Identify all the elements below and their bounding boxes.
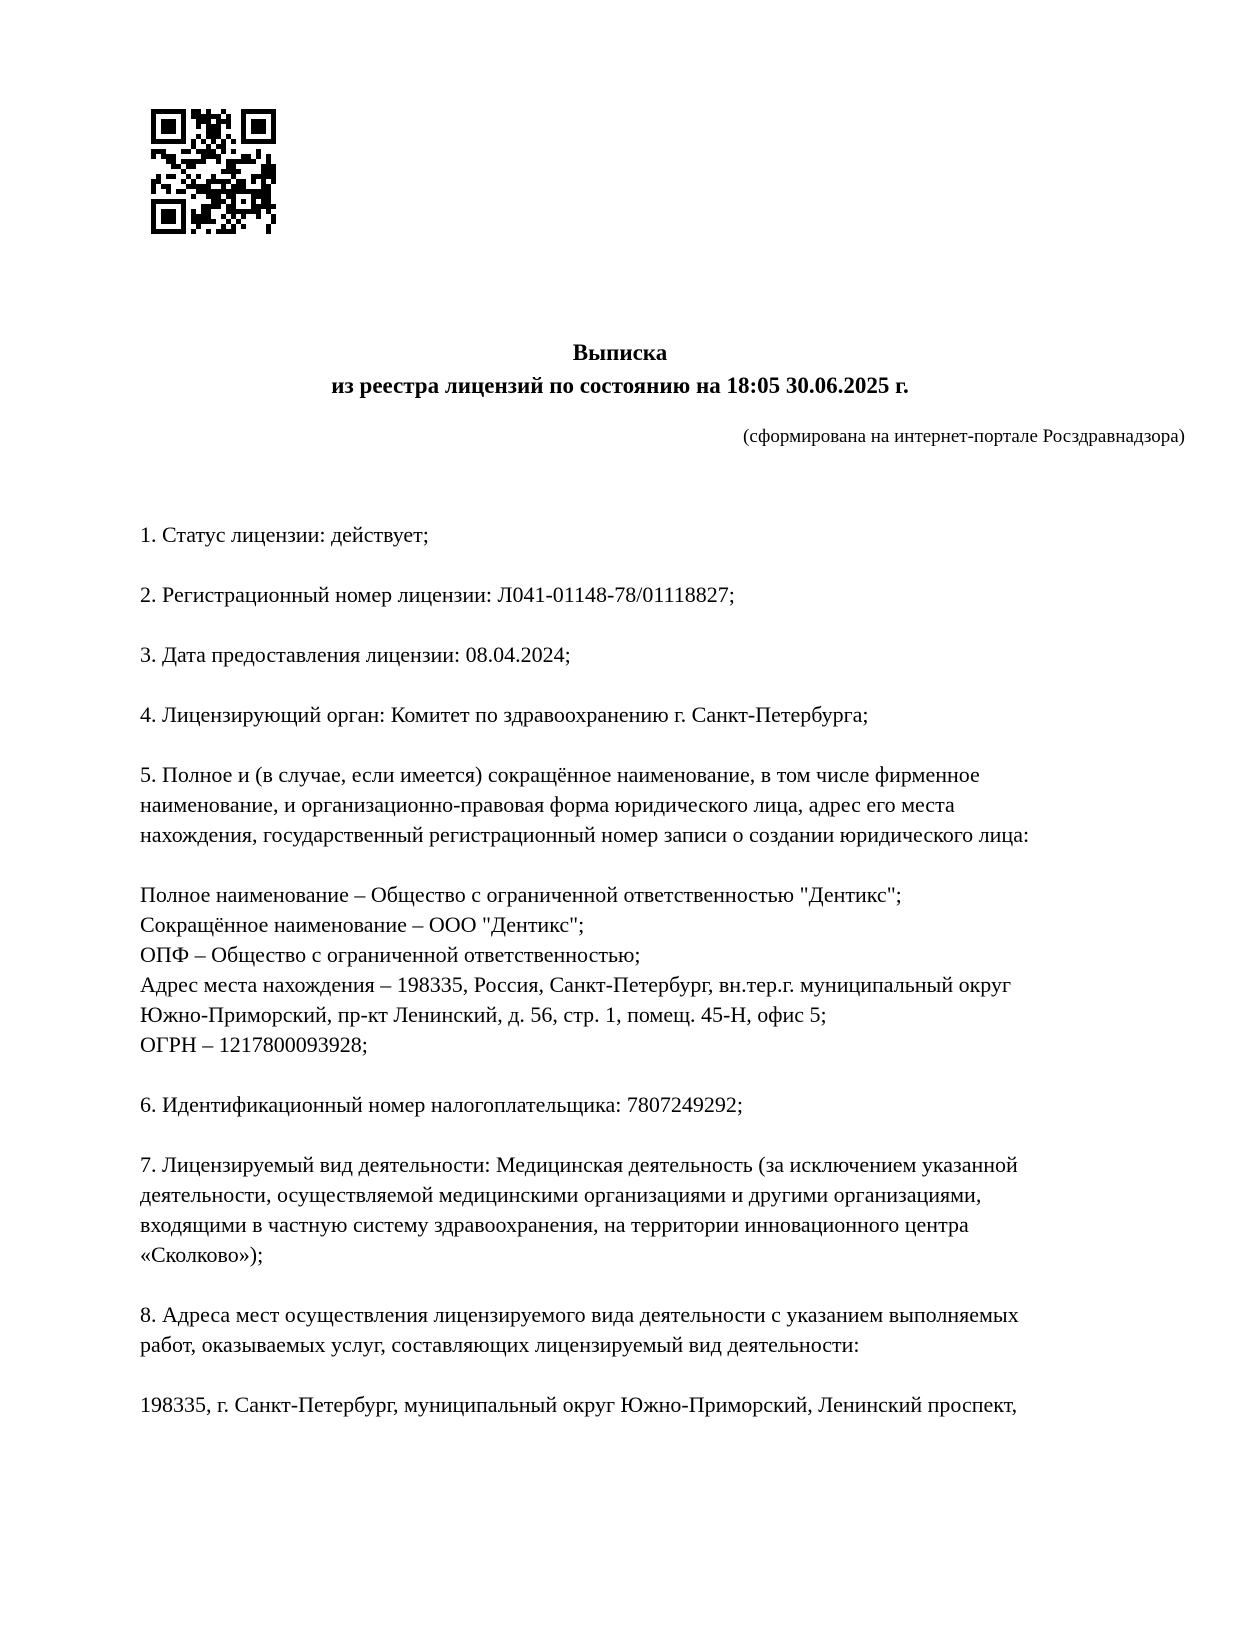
title-line-1: Выписка [572,340,668,365]
text-line: Адрес места нахождения – 198335, Россия, Санкт-Петербург, вн.тер.г. муниципальный округ [140,972,1012,997]
paragraph-taxpayer-number [140,1090,1200,1120]
qr-code-image [151,109,276,234]
text-line: «Сколково»); [140,1242,264,1267]
paragraph-licensing-authority [140,700,1200,730]
text-line: 3. Дата предоставления лицензии: 08.04.2024; [140,642,571,667]
document-subtitle: (сформирована на интернет-портале Росздравнадзора) [743,426,1185,447]
text-line: нахождения, государственный регистрационный номер записи о создании юридического лица: [140,822,1030,847]
title-line-2: из реестра лицензий по состоянию на 18:05 30.06.2025 г. [331,373,909,398]
paragraph-registration-number [140,580,1200,610]
text-line: ОПФ – Общество с ограниченной ответственностью; [140,942,641,967]
paragraph-activity-address [140,1390,1200,1420]
paragraph-grant-date [140,640,1200,670]
text-line: деятельности, осуществляемой медицинскими организациями и другими организациями, [140,1182,982,1207]
text-line: наименование, и организационно-правовая форма юридического лица, адрес его места [140,792,955,817]
text-line: ОГРН – 1217800093928; [140,1032,368,1057]
paragraph-activity-addresses-heading [140,1300,1200,1360]
text-line: входящими в частную систему здравоохранения, на территории инновационного центра [140,1212,969,1237]
text-line: 7. Лицензируемый вид деятельности: Медицинская деятельность (за исключением указанной [140,1152,1018,1177]
text-line: 4. Лицензирующий орган: Комитет по здравоохранению г. Санкт-Петербурга; [140,702,869,727]
text-line: Сокращённое наименование – ООО "Дентикс"; [140,912,585,937]
paragraph-name-details [140,880,1200,1060]
paragraph-name-clause [140,760,1200,850]
paragraph-licensed-activity [140,1150,1200,1270]
text-line: 8. Адреса мест осуществления лицензируемого вида деятельности с указанием выполняемых [140,1302,1019,1327]
text-line: Полное наименование – Общество с ограниченной ответственностью "Дентикс"; [140,882,902,907]
document-title [0,336,1240,402]
text-line: 5. Полное и (в случае, если имеется) сокращённое наименование, в том числе фирменное [140,762,980,787]
document-body [140,520,1200,1450]
paragraph-license-status [140,520,1200,550]
text-line: 2. Регистрационный номер лицензии: Л041-01148-78/01118827; [140,582,735,607]
text-line: 1. Статус лицензии: действует; [140,522,429,547]
text-line: работ, оказываемых услуг, составляющих лицензируемый вид деятельности: [140,1332,860,1357]
text-line: 6. Идентификационный номер налогоплательщика: 7807249292; [140,1092,743,1117]
text-line: Южно-Приморский, пр-кт Ленинский, д. 56, стр. 1, помещ. 45-Н, офис 5; [140,1002,827,1027]
text-line: 198335, г. Санкт-Петербург, муниципальный округ Южно-Приморский, Ленинский проспект, [140,1392,1018,1417]
